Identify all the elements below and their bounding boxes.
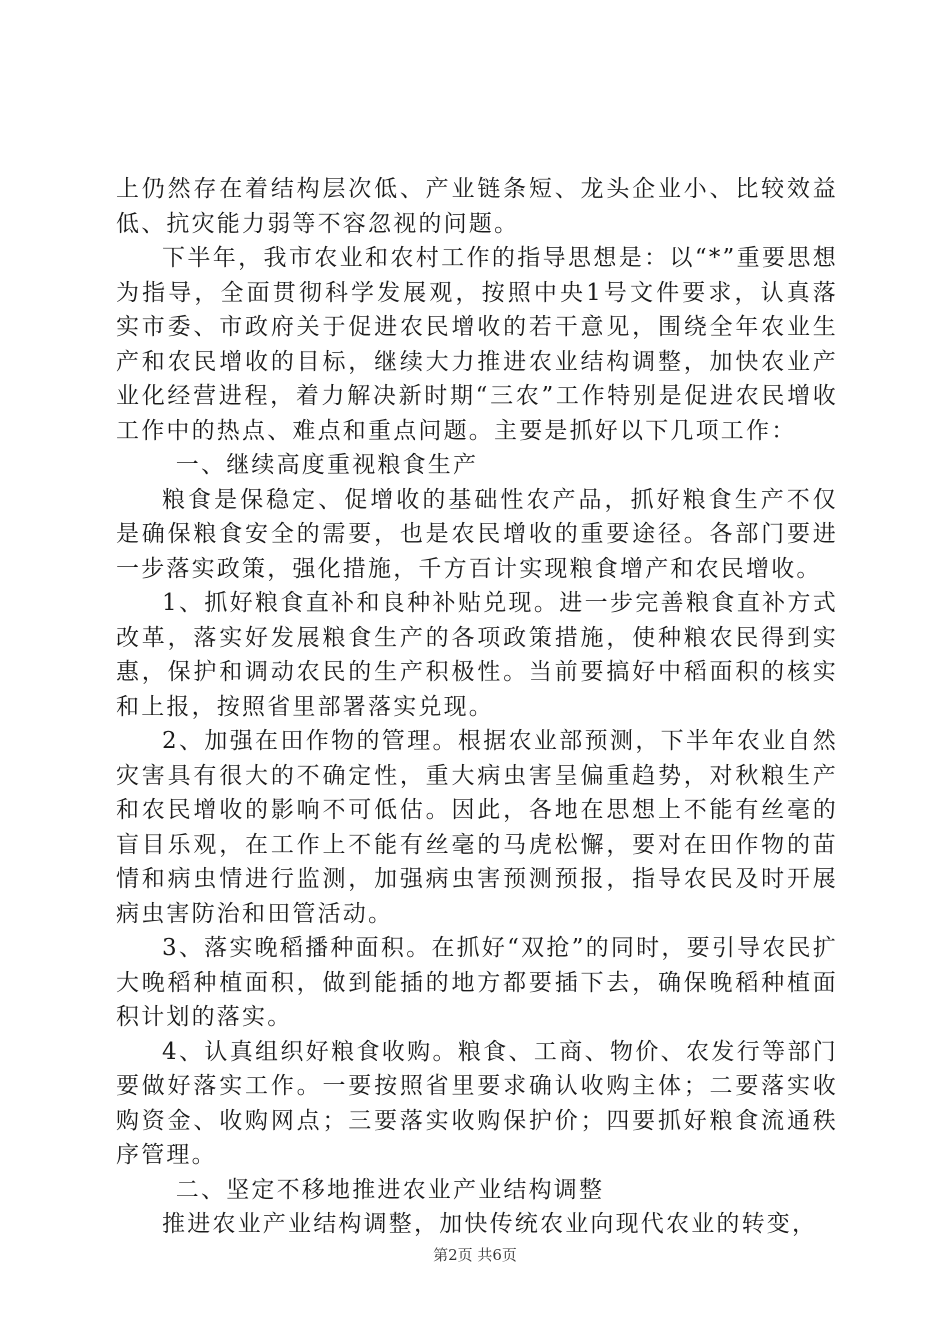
paragraph-guiding-thought: 下半年，我市农业和农村工作的指导思想是：以“*”重要思想为指导，全面贯彻科学发展观，按照中央1号文件要求，认真落实市委、市政府关于促进农民增收的若干意见，围绕全年农业生产和农民增收的目标，继续大力推进农业结构调整，加快农业产业化经营进程，着力解决新时期“三农”工作特别是促进农民增收工作中的热点、难点和重点问题。主要是抓好以下几项工作： <box>116 245 838 444</box>
page-footer: 第2页 共6页 <box>433 1246 517 1264</box>
paragraph-item-1: 1、抓好粮食直补和良种补贴兑现。进一步完善粮食直补方式改革，落实好发展粮食生产的各项政策措施，使种粮农民得到实惠，保护和调动农民的生产积极性。当前要搞好中稻面积的核实和上报，按照省里部署落实兑现。 <box>116 590 838 720</box>
paragraph-item-2: 2、加强在田作物的管理。根据农业部预测，下半年农业自然灾害具有很大的不确定性，重大病虫害呈偏重趋势，对秋粮生产和农民增收的影响不可低估。因此，各地在思想上不能有丝毫的盲目乐观，在工作上不能有丝毫的马虎松懈，要对在田作物的苗情和病虫情进行监测，加强病虫害预测预报，指导农民及时开展病虫害防治和田管活动。 <box>116 728 838 927</box>
section-heading-2: 二、坚定不移地推进农业产业结构调整 <box>175 1176 605 1203</box>
paragraph-grain: 粮食是保稳定、促增收的基础性农产品，抓好粮食生产不仅是确保粮食安全的需要，也是农民增收的重要途径。各部门要进一步落实政策，强化措施，千方百计实现粮食增产和农民增收。 <box>116 486 838 582</box>
paragraph-item-4: 4、认真组织好粮食收购。粮食、工商、物价、农发行等部门要做好落实工作。一要按照省里要求确认收购主体；二要落实收购资金、收购网点；三要落实收购保护价；四要抓好粮食流通秩序管理。 <box>116 1038 838 1168</box>
paragraph-continued: 上仍然存在着结构层次低、产业链条短、龙头企业小、比较效益低、抗灾能力弱等不容忽视的问题。 <box>116 176 838 237</box>
section-heading-1: 一、继续高度重视粮食生产 <box>175 452 479 478</box>
paragraph-structure: 推进农业产业结构调整，加快传统农业向现代农业的转变， <box>162 1211 818 1237</box>
body-text <box>116 172 838 1242</box>
paragraph-item-3: 3、落实晚稻播种面积。在抓好“双抢”的同时，要引导农民扩大晚稻种植面积，做到能插的地方都要插下去，确保晚稻种植面积计划的落实。 <box>116 935 838 1030</box>
